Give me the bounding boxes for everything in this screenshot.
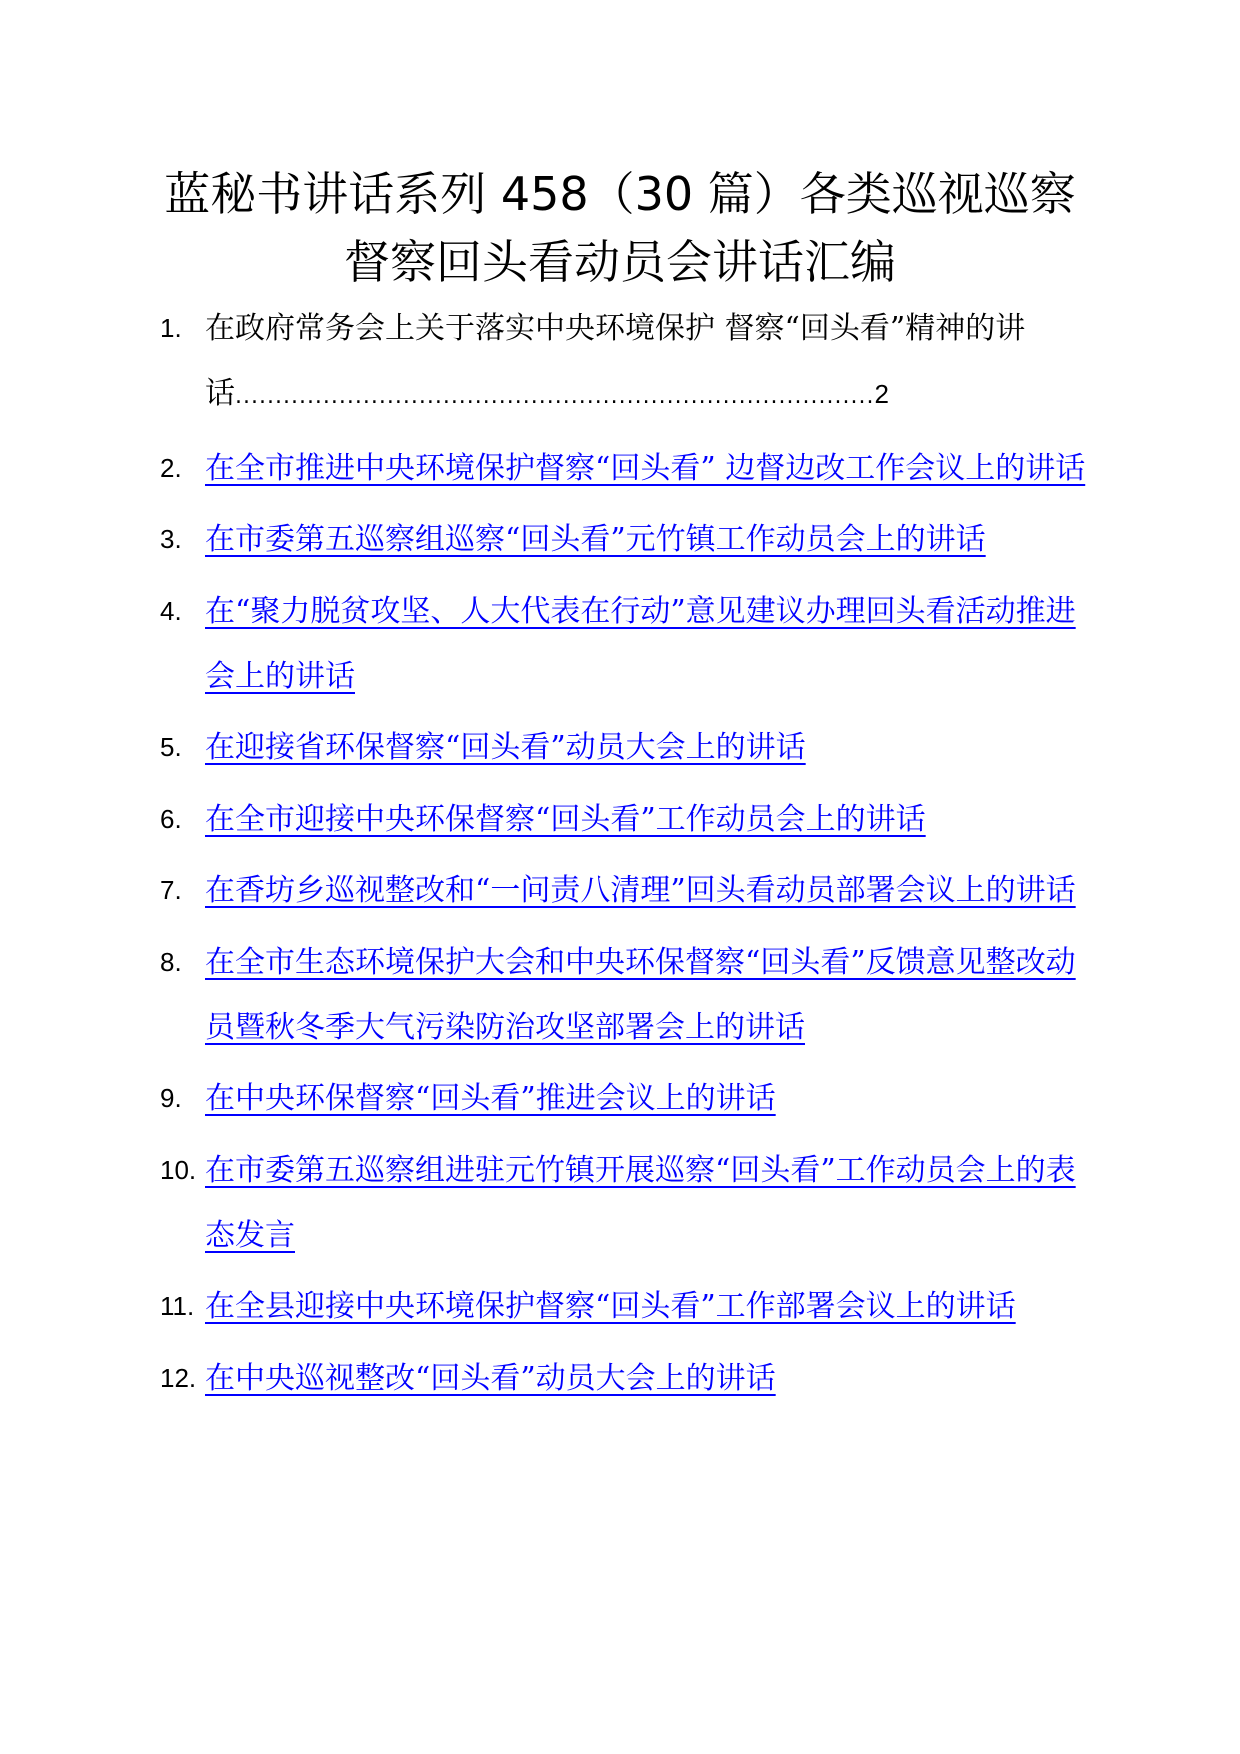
- toc-item-link[interactable]: 在中央巡视整改“回头看”动员大会上的讲话: [205, 1360, 776, 1396]
- toc-item-8: [160, 930, 1090, 1060]
- toc-item-link[interactable]: 在中央环保督察“回头看”推进会议上的讲话: [205, 1081, 776, 1116]
- toc-item-number: 4.: [160, 595, 182, 626]
- toc-item-link[interactable]: 在全县迎接中央环境保护督察“回头看”工作部署会议上的讲话: [205, 1289, 1016, 1324]
- toc-item-11: [160, 1274, 1090, 1339]
- toc-item-2: [160, 436, 1090, 501]
- toc-item-3: [160, 507, 1090, 572]
- toc-item-title[interactable]: 在政府常务会上关于落实中央环境保护 督察“回头看”精神的讲话: [205, 311, 1026, 411]
- toc-item-number: 6.: [160, 803, 182, 834]
- toc-dot-leader: ................................................................................: [235, 384, 875, 409]
- toc-item-number: 12.: [160, 1362, 197, 1393]
- toc-item-link[interactable]: 在全市迎接中央环保督察“回头看”工作动员会上的讲话: [205, 801, 926, 837]
- document-title: [100, 160, 1140, 296]
- toc-item-5: [160, 715, 1090, 780]
- toc-item-number: 5.: [160, 732, 182, 762]
- toc-item-6: [160, 787, 1090, 852]
- toc-item-link[interactable]: 在市委第五巡察组巡察“回头看”元竹镇工作动员会上的讲话: [205, 522, 986, 557]
- toc-item-10: [160, 1138, 1090, 1268]
- table-of-contents: [160, 296, 1090, 1417]
- toc-item-number: 2.: [160, 452, 182, 483]
- toc-item-link[interactable]: 在“聚力脱贫攻坚、人大代表在行动”意见建议办理回头看活动推进会上的讲话: [205, 593, 1076, 694]
- toc-item-link[interactable]: 在全市推进中央环境保护督察“回头看” 边督边改工作会议上的讲话: [205, 450, 1086, 486]
- toc-item-4: [160, 579, 1090, 709]
- toc-item-1[interactable]: [160, 296, 1090, 429]
- toc-item-7: [160, 858, 1090, 923]
- toc-item-link[interactable]: 在香坊乡巡视整改和“一问责八清理”回头看动员部署会议上的讲话: [205, 873, 1076, 908]
- toc-item-number: 9.: [160, 1083, 182, 1113]
- document-title-line-1: 蓝秘书讲话系列 458（30 篇）各类巡视巡察: [164, 167, 1076, 221]
- toc-item-number: 11.: [160, 1291, 195, 1321]
- toc-item-number: 10.: [160, 1154, 197, 1185]
- toc-item-9: [160, 1066, 1090, 1131]
- toc-item-link[interactable]: 在迎接省环保督察“回头看”动员大会上的讲话: [205, 730, 806, 765]
- toc-item-number: 8.: [160, 946, 182, 977]
- toc-item-12: [160, 1346, 1090, 1411]
- toc-item-link[interactable]: 在全市生态环境保护大会和中央环保督察“回头看”反馈意见整改动员暨秋冬季大气污染防治攻坚部署会上的讲话: [205, 944, 1076, 1045]
- toc-item-number: 3.: [160, 524, 182, 554]
- toc-item-number: 1.: [160, 313, 182, 343]
- toc-item-number: 7.: [160, 875, 182, 905]
- toc-item-link[interactable]: 在市委第五巡察组进驻元竹镇开展巡察“回头看”工作动员会上的表态发言: [205, 1152, 1076, 1253]
- toc-page-number: 2: [874, 379, 889, 409]
- document-title-line-2: 督察回头看动员会讲话汇编: [344, 235, 896, 289]
